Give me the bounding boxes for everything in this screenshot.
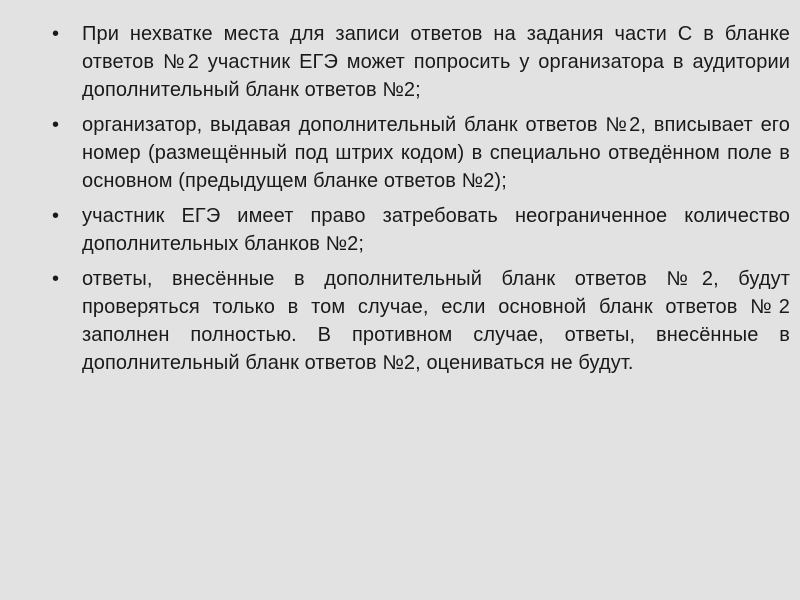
bullet-item-unlimited-forms <box>52 202 790 258</box>
bullet-text: организатор, выдавая дополнительный бланк ответов №2, вписывает его номер (размещённый под штрих кодом) в специально отведённом поле в основном (предыдущем бланке ответов №2); <box>82 114 790 192</box>
bullet-icon: • <box>52 23 60 45</box>
bullet-item-extra-form-request <box>52 20 790 104</box>
bullet-text: При нехватке места для записи ответов на задания части С в бланке ответов №2 участник ЕГЭ может попросить у организатора в аудитории дополнительный бланк ответов №2; <box>82 23 790 101</box>
bullet-item-grading-condition <box>52 265 790 377</box>
bullet-text: участник ЕГЭ имеет право затребовать неограниченное количество дополнительных бланков №2; <box>82 205 790 255</box>
bullet-icon: • <box>52 205 60 227</box>
bullet-text: ответы, внесённые в дополнительный бланк ответов №2, будут проверяться только в том случае, если основной бланк ответов №2 заполнен полностью. В противном случае, ответы, внесённые в дополнительный бланк ответов №2, оцениваться не будут. <box>82 268 790 374</box>
bullet-list <box>52 20 790 384</box>
bullet-icon: • <box>52 114 60 136</box>
bullet-item-organizer-number <box>52 111 790 195</box>
bullet-icon: • <box>52 268 60 290</box>
